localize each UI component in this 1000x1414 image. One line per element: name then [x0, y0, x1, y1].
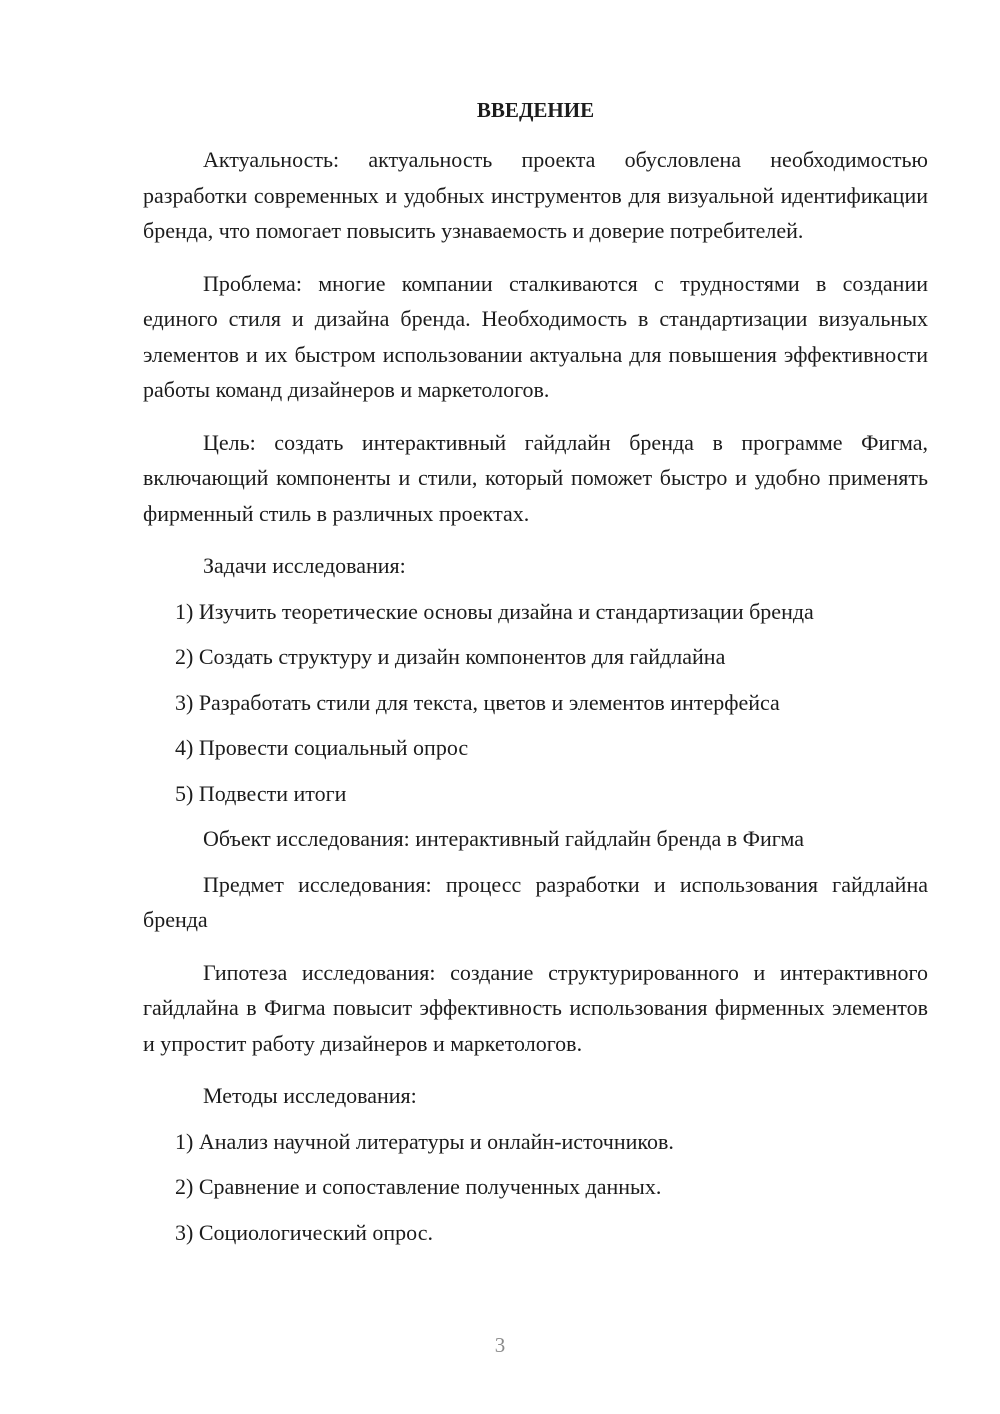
task-item-3: 3) Разработать стили для текста, цветов и элементов интерфейса — [175, 689, 780, 715]
relevance-paragraph: Актуальность: актуальность проекта обусловлена необходимостью разработки современных и удобных инструментов для визуальной идентификации бренда, что помогает повысить узнаваемость и доверие потребителей. — [143, 147, 928, 243]
goal-paragraph: Цель: создать интерактивный гайдлайн бренда в программе Фигма, включающий компоненты и стили, который поможет быстро и удобно применять фирменный стиль в различных проектах. — [143, 429, 928, 526]
subject-paragraph: Предмет исследования: процесс разработки и использования гайдлайна бренда — [143, 871, 928, 932]
section-heading: ВВЕДЕНИЕ — [476, 98, 595, 122]
hypothesis-paragraph: Гипотеза исследования: создание структурированного и интерактивного гайдлайна в Фигма повысит эффективность использования фирменных элементов и упростит работу дизайнеров и маркетологов. — [143, 959, 928, 1056]
task-item-2: 2) Создать структуру и дизайн компонентов для гайдлайна — [175, 644, 726, 669]
methods-title: Методы исследования: — [203, 1083, 417, 1108]
task-item-4: 4) Провести социальный опрос — [175, 735, 469, 760]
method-item-2: 2) Сравнение и сопоставление полученных данных. — [175, 1174, 662, 1199]
method-item-1: 1) Анализ научной литературы и онлайн-источников. — [175, 1128, 674, 1154]
page-number: 3 — [494, 1333, 506, 1357]
page-content — [143, 92, 928, 1250]
tasks-title: Задачи исследования: — [203, 553, 406, 578]
task-item-1: 1) Изучить теоретические основы дизайна и стандартизации бренда — [175, 598, 814, 624]
problem-paragraph: Проблема: многие компании сталкиваются с трудностями в создании единого стиля и дизайна бренда. Необходимость в стандартизации визуальных элементов и их быстром использовании актуальна для повышения эффективности работы команд дизайнеров и маркетологов. — [143, 270, 928, 402]
task-item-5: 5) Подвести итоги — [175, 780, 347, 806]
method-item-3: 3) Социологический опрос. — [175, 1219, 433, 1245]
object-paragraph: Объект исследования: интерактивный гайдлайн бренда в Фигма — [203, 826, 805, 851]
